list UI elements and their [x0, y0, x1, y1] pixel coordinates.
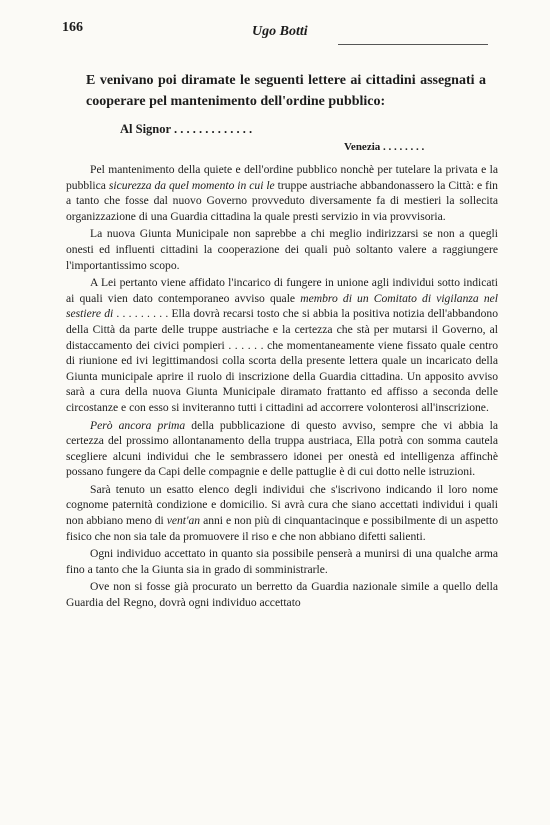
- page-number: 166: [62, 20, 83, 35]
- header-rule: [338, 44, 488, 45]
- page-header: [62, 20, 488, 44]
- body-paragraph: [66, 226, 498, 273]
- body-paragraph: [66, 418, 498, 480]
- letter-city: Venezia . . . . . . . .: [344, 141, 425, 153]
- paragraph-italic-text: sicurezza da quel momento in cui le: [108, 178, 275, 192]
- paragraph-text: A Lei pertanto viene affidato l'incarico di fungere in unione agli individui sotto indicati ai quali vien dato contemporaneo avviso quale: [66, 276, 498, 305]
- paragraph-text: anni e non più di cinquantacinque e possibilmente di un aspetto fisico che non sia tale da promuovere il riso e che non abbiano difetti salienti.: [66, 514, 498, 543]
- paragraph-text: Ogni individuo accettato in quanto sia possibile penserà a munirsi di una qualche arma fino a tanto che la Giunta sia in grado di somministrarle.: [66, 547, 498, 576]
- body-paragraph: [66, 162, 498, 224]
- paragraph-text: della pubblicazione di questo avviso, sempre che vi abbia la certezza del prossimo allontanamento della truppa austriaca, Ella potrà con somma cautela scegliere alcuni individui che le sembrassero idonei per onestà ed intelligenza affinchè possano fungere da Capi delle compagnie e delle pattuglie è di cui dotto nelle istruzioni.: [66, 418, 498, 479]
- paragraph-italic-text: membro di un Comitato di vigilanza nel sestiere di: [66, 291, 498, 321]
- body-paragraph: [66, 546, 498, 577]
- paragraph-italic-text: vent'an: [166, 514, 201, 528]
- intro-paragraph: E venivano poi diramate le seguenti lettere ai cittadini assegnati a cooperare pel mantenimento dell'ordine pubblico:: [86, 73, 486, 109]
- paragraph-text: truppe austriache abbandonassero la Città: e fin a tanto che fosse dal nuovo Governo provveduto diversamente fa di mestieri la sollecita organizzazione di una Guardia cittadina la quale presti servizio in via provvisoria.: [66, 178, 498, 223]
- body-paragraph: [66, 482, 498, 544]
- letter-body: [66, 162, 498, 613]
- body-paragraph: [66, 579, 498, 610]
- running-title: Ugo Botti: [252, 24, 308, 39]
- paragraph-text: Sarà tenuto un esatto elenco degli individui che s'iscrivono indicando il loro nome cognome paternità condizione e domicilio. Si avrà cura che siano accettati individui i quali non abbiano meno di: [66, 482, 498, 528]
- paragraph-text: Pel mantenimento della quiete e dell'ordine pubblico nonchè per tutelare la privata e la pubblica: [66, 163, 498, 192]
- paragraph-text: La nuova Giunta Municipale non saprebbe a chi meglio indirizzarsi se non a quegli onesti ed influenti cittadini la cooperazione dei quali può soltanto valere a raggiungere l'importantissimo scopo.: [66, 227, 498, 272]
- paragraph-text: . . . . . . . . . Ella dovrà recarsi tosto che si abbia la positiva notizia dell'abbandono della Città da parte delle truppe austriache e la certezza che stà per mutarsi il Governo, al distaccamento dei civici pompieri . . . . . . che momentaneamente viene fissato quale centro di riunione ed ivi legittimandosi colla scorta della presente lettera quale un incaricato della Giunta municipale aprire il ruolo di inscrizione della Guardia cittadina. Un apposito avviso sarà a cura della nuova Giunta Municipale diramato frattanto ed affisso a seconda delle circostanze e con esso si inviteranno tutti i cittadini ad accorrere volonterosi all'inscrizione.: [66, 307, 498, 414]
- letter-salutation: Al Signor . . . . . . . . . . . . .: [120, 122, 253, 136]
- paragraph-italic-text: Però ancora prima: [90, 418, 186, 432]
- body-paragraph: [66, 275, 498, 415]
- paragraph-text: Ove non si fosse già procurato un berretto da Guardia nazionale simile a quello della Guardia del Regno, dovrà ogni individuo accettato: [66, 580, 498, 610]
